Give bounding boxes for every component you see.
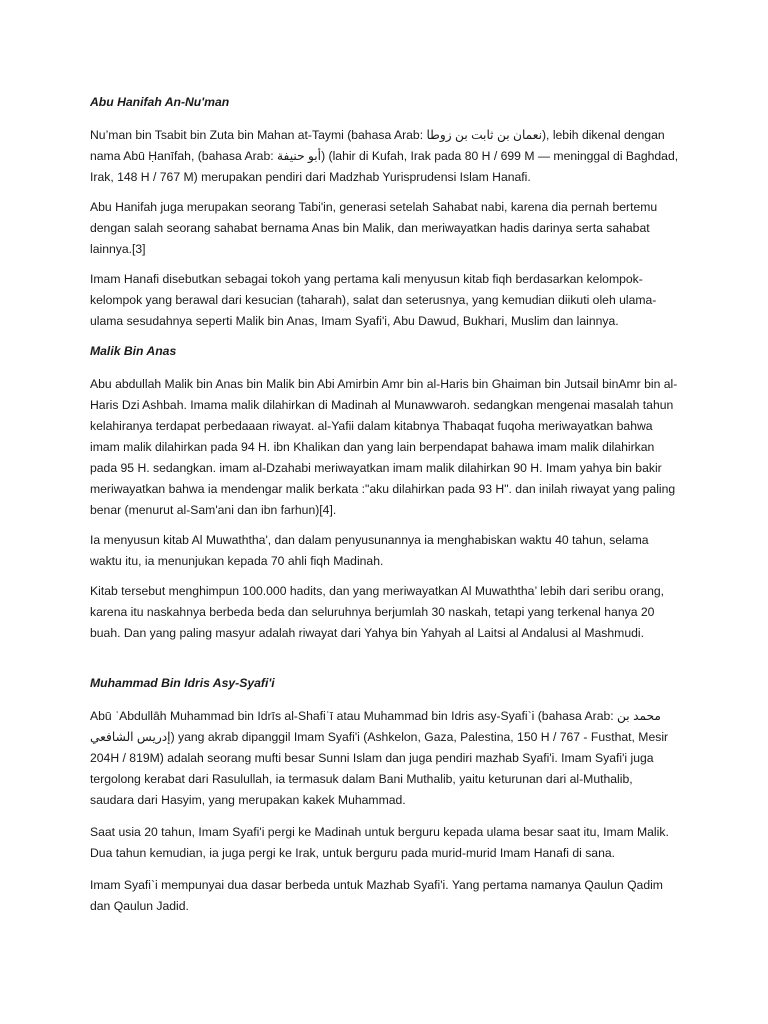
section-heading-abu-hanifah: Abu Hanifah An-Nu'man	[90, 95, 230, 109]
paragraph: Ia menyusun kitab Al Muwaththa', dan dalam penyusunannya ia menghabiskan waktu 40 tahun, selama waktu itu, ia menunjukan kepada 70 ahli fiqh Madinah.	[90, 533, 649, 568]
spacer	[90, 653, 680, 673]
paragraph: Abu abdullah Malik bin Anas bin Malik bin Abi Amirbin Amr bin al-Haris bin Ghaiman bin Jutsail binAmr bin al-Haris Dzi Ashbah. Imama malik dilahirkan di Madinah al Munawwaroh. sedangkan mengenai masalah tahun kelahiranya terdapat perbedaaan riwayat. al-Yafii dalam kitabnya Thabaqat fuqoha meriwayatkan bahwa imam malik dilahirkan pada 94 H. ibn Khalikan dan yang lain berpendapat bahawa imam malik dilahirkan pada 95 H. sedangkan. imam al-Dzahabi meriwayatkan imam malik dilahirkan 90 H. Imam yahya bin bakir meriwayatkan bahwa ia mendengar malik berkata :"aku dilahirkan pada 93 H". dan inilah riwayat yang paling benar (menurut al-Sam'ani dan ibn farhun)[4].	[90, 377, 678, 517]
section-heading-muhammad-bin-idris: Muhammad Bin Idris Asy-Syafi'i	[90, 676, 275, 690]
paragraph: Nu’man bin Tsabit bin Zuta bin Mahan at-Taymi (bahasa Arab: نعمان بن ثابت بن زوطا), lebih dikenal dengan nama Abū Ḥanīfah, (bahasa Arab: أبو حنيفة) (lahir di Kufah, Irak pada 80 H / 699 M — meninggal di Baghdad, Irak, 148 H / 767 M) merupakan pendiri dari Madzhab Yurisprudensi Islam Hanafi.	[90, 128, 679, 184]
section-heading-malik-bin-anas: Malik Bin Anas	[90, 344, 177, 358]
paragraph: Abū ʿAbdullāh Muhammad bin Idrīs al-Shafiʿī atau Muhammad bin Idris asy-Syafi`i (bahasa Arab: محمد بن إدريس الشافعي) yang akrab dipanggil Imam Syafi'i (Ashkelon, Gaza, Palestina, 150 H / 767 - Fusthat, Mesir 204H / 819M) adalah seorang mufti besar Sunni Islam dan juga pendiri mazhab Syafi'i. Imam Syafi'i juga tergolong kerabat dari Rasulullah, ia termasuk dalam Bani Muthalib, yaitu keturunan dari al-Muthalib, saudara dari Hasyim, yang merupakan kakek Muhammad.	[90, 709, 669, 807]
paragraph: Imam Syafi`i mempunyai dua dasar berbeda untuk Mazhab Syafi'i. Yang pertama namanya Qaulun Qadim dan Qaulun Jadid.	[90, 878, 663, 913]
paragraph: Abu Hanifah juga merupakan seorang Tabi'in, generasi setelah Sahabat nabi, karena dia pernah bertemu dengan salah seorang sahabat bernama Anas bin Malik, dan meriwayatkan hadis darinya serta sahabat lainnya.[3]	[90, 200, 658, 256]
paragraph: Imam Hanafi disebutkan sebagai tokoh yang pertama kali menyusun kitab fiqh berdasarkan kelompok-kelompok yang berawal dari kesucian (taharah), salat dan seterusnya, yang kemudian diikuti oleh ulama-ulama sesudahnya seperti Malik bin Anas, Imam Syafi'i, Abu Dawud, Bukhari, Muslim dan lainnya.	[90, 272, 657, 328]
document-page	[90, 92, 680, 926]
paragraph: Saat usia 20 tahun, Imam Syafi'i pergi ke Madinah untuk berguru kepada ulama besar saat itu, Imam Malik. Dua tahun kemudian, ia juga pergi ke Irak, untuk berguru pada murid-murid Imam Hanafi di sana.	[90, 825, 669, 860]
paragraph: Kitab tersebut menghimpun 100.000 hadits, dan yang meriwayatkan Al Muwaththa’ lebih dari seribu orang, karena itu naskahnya berbeda beda dan seluruhnya berjumlah 30 naskah, tetapi yang terkenal hanya 20 buah. Dan yang paling masyur adalah riwayat dari Yahya bin Yahyah al Laitsi al Andalusi al Mashmudi.	[90, 584, 665, 640]
